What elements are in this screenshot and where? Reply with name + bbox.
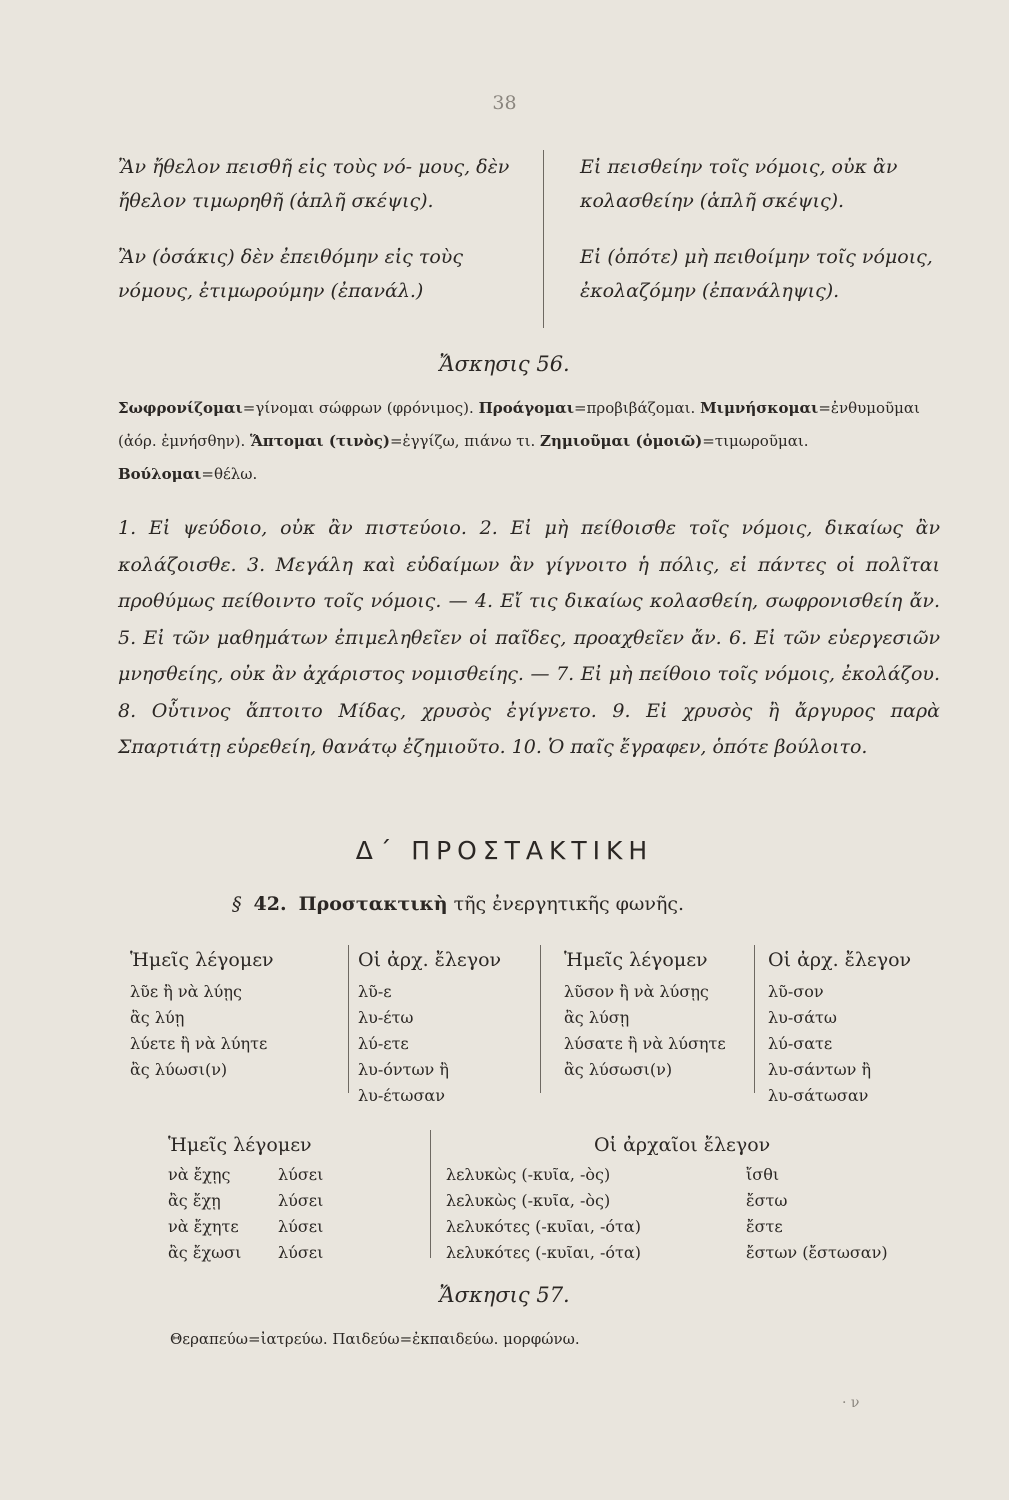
paradigm-column	[768, 945, 911, 1109]
column-divider	[543, 150, 544, 328]
vocab-term: Μιμνήσκομαι	[700, 399, 819, 417]
top-left-paragraph-1: Ἂν ἤθελον πεισθῆ εἰς τοὺς νό- μους, δὲν ἤθελον τιμωρηθῆ (ἁπλῆ σκέψις).	[118, 156, 510, 212]
vocab-term: Σωφρονίζομαι	[118, 399, 243, 417]
paradigm-row: ἂς λύσωσι(ν)	[564, 1060, 673, 1079]
paradigm-row: λυ-σάτωσαν	[768, 1086, 869, 1105]
paradigm-row: λῦσον ἢ νὰ λύσῃς	[564, 982, 709, 1001]
paradigm-row: ἂς λύωσι(ν)	[130, 1060, 228, 1079]
paradigm-column	[446, 1130, 888, 1266]
vocab-def: =γίνομαι σώφρων (φρόνιμος).	[242, 399, 474, 417]
vocab-def: =τιμωροῦμαι.	[702, 432, 809, 450]
column-head: Οἱ ἀρχ. ἔλεγον	[358, 949, 502, 971]
vocab-def: =ἐγγίζω, πιάνω τι.	[389, 432, 536, 450]
row-part-b: ἔστε	[746, 1217, 783, 1236]
paradigm-column	[358, 945, 501, 1109]
page-number: 38	[492, 92, 517, 114]
column-head: Ἡμεῖς λέγομεν	[168, 1134, 312, 1156]
vocab-entry	[540, 432, 808, 450]
exercise-56-sentences: 1. Εἰ ψεύδοιο, οὐκ ἂν πιστεύοιο. 2. Εἰ μὴ πείθοισθε τοῖς νόμοις, δικαίως ἂν κολάζοισθε. 3. Μεγάλη καὶ εὐδαίμων ἂν γίγνοιτο ἡ πόλις, εἰ πάντες οἱ πολῖται προθύμως πείθοιντο τοῖς νόμοις. — 4. Εἴ τις δικαίως κολασθείη, σωφρονισθείη ἄν. 5. Εἰ τῶν μαθημάτων ἐπιμεληθεῖεν οἱ παῖδες, προαχθεῖεν ἄν. 6. Εἰ τῶν εὐεργεσιῶν μνησθείης, οὐκ ἂν ἀχάριστος νομισθείης. — 7. Εἰ μὴ πείθοιο τοῖς νόμοις, ἐκολάζου. 8. Οὗτινος ἅπτοιτο Μίδας, χρυσὸς ἐγίγνετο. 9. Εἰ χρυσὸς ἢ ἄργυρος παρὰ Σπαρτιάτῃ εὑρεθείη, θανάτῳ ἐζημιοῦτο. 10. Ὁ παῖς ἔγραφεν, ὁπότε βούλοιτο.	[118, 517, 940, 758]
top-left-column	[118, 150, 528, 308]
row-part-a: νὰ ἔχητε	[168, 1217, 239, 1236]
row-part-a: λελυκὼς (-κυῖα, -ὸς)	[446, 1165, 611, 1184]
subsection-heading	[232, 893, 684, 915]
subsection-heading-bold: Προστακτικὴ	[298, 893, 448, 915]
paradigm-column	[130, 945, 274, 1083]
paradigm-row	[446, 1214, 888, 1240]
paradigm-row: λῦε ἢ νὰ λύῃς	[130, 982, 242, 1001]
paradigm-row: λύ-σατε	[768, 1034, 833, 1053]
column-separator	[754, 945, 755, 1093]
column-separator	[430, 1130, 431, 1258]
row-part-b: λύσει	[278, 1217, 324, 1236]
paradigm-row: λυ-σάτω	[768, 1008, 837, 1027]
paradigm-row: λύετε ἢ νὰ λύητε	[130, 1034, 268, 1053]
vocab-def: =προβιβάζομαι.	[573, 399, 696, 417]
column-head: Οἱ ἀρχαῖοι ἔλεγον	[594, 1134, 771, 1156]
paradigm-row	[168, 1162, 323, 1188]
paradigm-table-perfect	[168, 1130, 948, 1260]
paradigm-row: λῦ-ε	[358, 982, 392, 1001]
paradigm-row: λυ-όντων ἢ	[358, 1060, 449, 1079]
paradigm-column	[168, 1130, 323, 1266]
paradigm-row: λῦ-σον	[768, 982, 824, 1001]
column-separator	[540, 945, 541, 1093]
top-right-paragraph-2: Εἰ (ὁπότε) μὴ πειθοίμην τοῖς νόμοις, ἐκολαζόμην (ἐπανάληψις).	[580, 246, 933, 302]
column-head: Ἡμεῖς λέγομεν	[564, 949, 708, 971]
exercise-56-vocabulary	[118, 392, 938, 491]
paradigm-row: ἂς λύῃ	[130, 1008, 185, 1027]
paradigm-row	[446, 1188, 888, 1214]
paradigm-row: ἂς λύσῃ	[564, 1008, 630, 1027]
page-ornament: · ν	[842, 1395, 860, 1411]
vocab-term: Ζημιοῦμαι (ὁμοιῶ)	[540, 432, 703, 450]
top-left-paragraph-2: Ἂν (ὁσάκις) δὲν ἐπειθόμην εἰς τοὺς νόμους, ἐτιμωρούμην (ἐπανάλ.)	[118, 246, 463, 302]
paradigm-row: λυ-έτωσαν	[358, 1086, 445, 1105]
paradigm-column	[564, 945, 726, 1083]
paradigm-table-present-aorist	[118, 945, 948, 1105]
vocab-entry	[118, 465, 257, 483]
vocab-entry	[479, 399, 696, 417]
exercise-57-title: Ἄσκησις 57.	[439, 1283, 570, 1307]
vocab-term: Προάγομαι	[478, 399, 574, 417]
row-part-b: λύσει	[278, 1191, 324, 1210]
section-title: Δ΄ ΠΡΟΣΤΑΚΤΙΚΗ	[355, 836, 654, 865]
column-head: Οἱ ἀρχ. ἔλεγον	[768, 949, 912, 971]
paradigm-row	[168, 1240, 323, 1266]
paradigm-row: λυ-έτω	[358, 1008, 414, 1027]
paradigm-row	[446, 1162, 888, 1188]
paradigm-row	[168, 1214, 323, 1240]
section-symbol: §	[232, 893, 242, 915]
row-part-b: ἔστω	[746, 1191, 788, 1210]
row-part-b: λύσει	[278, 1243, 324, 1262]
vocab-term: Βούλομαι	[118, 465, 202, 483]
row-part-a: λελυκότες (-κυῖαι, -ότα)	[446, 1217, 641, 1236]
row-part-a: λελυκὼς (-κυῖα, -ὸς)	[446, 1191, 611, 1210]
section-number: 42.	[253, 893, 287, 915]
column-separator	[348, 945, 349, 1093]
paradigm-row	[446, 1240, 888, 1266]
row-part-b: ἴσθι	[746, 1165, 780, 1184]
top-right-paragraph-1: Εἰ πεισθείην τοῖς νόμοις, οὐκ ἂν κολασθείην (ἁπλῆ σκέψις).	[580, 156, 898, 212]
paradigm-row	[168, 1188, 323, 1214]
vocab-entry	[250, 432, 535, 450]
row-part-b: ἔστων (ἔστωσαν)	[746, 1243, 888, 1262]
subsection-heading-rest: τῆς ἐνεργητικῆς φωνῆς.	[453, 893, 685, 915]
row-part-a: λελυκότες (-κυῖαι, -ότα)	[446, 1243, 641, 1262]
column-head: Ἡμεῖς λέγομεν	[130, 949, 274, 971]
row-part-b: λύσει	[278, 1165, 324, 1184]
vocab-def: =θέλω.	[201, 465, 258, 483]
vocab-def: =ἐνθυμοῦμαι (ἀόρ. ἐμνήσθην).	[118, 399, 920, 450]
exercise-57-vocabulary: Θεραπεύω=ἰατρεύω. Παιδεύω=ἐκπαιδεύω. μορφώνω.	[170, 1330, 580, 1348]
top-right-column	[580, 150, 940, 308]
vocab-term: Ἅπτομαι (τινὸς)	[250, 432, 390, 450]
row-part-a: ἂς ἔχωσι	[168, 1243, 242, 1262]
row-part-a: ἂς ἔχῃ	[168, 1191, 221, 1210]
exercise-56-title: Ἄσκησις 56.	[439, 352, 570, 376]
paradigm-row: λύ-ετε	[358, 1034, 409, 1053]
vocab-entry	[118, 399, 474, 417]
paradigm-row: λύσατε ἢ νὰ λύσητε	[564, 1034, 726, 1053]
paradigm-row: λυ-σάντων ἢ	[768, 1060, 872, 1079]
row-part-a: νὰ ἔχῃς	[168, 1165, 231, 1184]
